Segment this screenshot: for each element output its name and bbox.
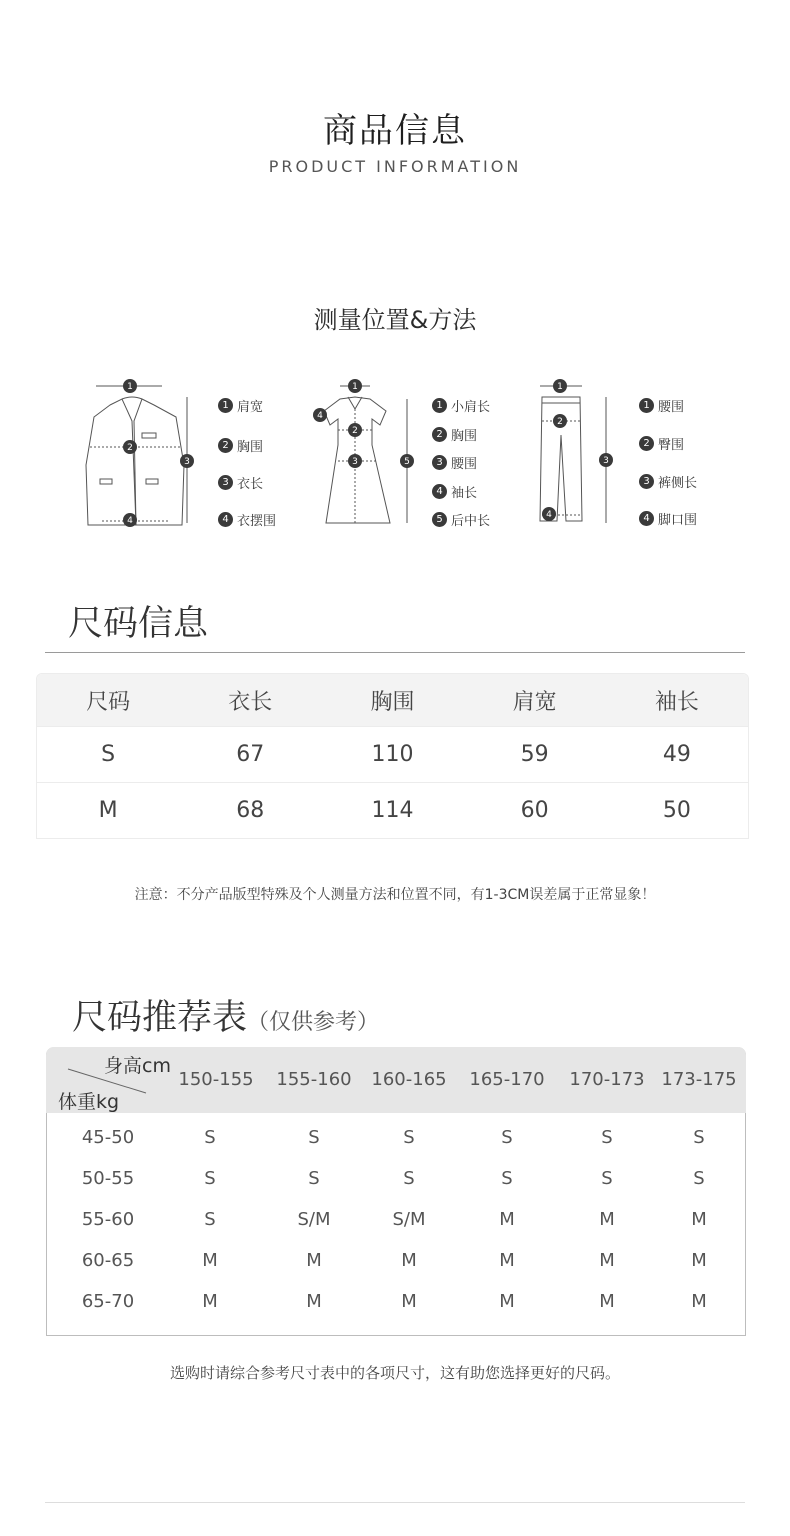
- weight-range-cell: 55-60: [81, 1209, 135, 1230]
- pants-diagram: [530, 375, 625, 535]
- svg-text:4: 4: [127, 516, 133, 526]
- dress-illustration: [310, 375, 420, 535]
- table-cell: 59: [464, 727, 606, 783]
- size-cell: S: [204, 1209, 216, 1230]
- number-badge: 2: [639, 436, 654, 451]
- number-badge: 1: [639, 398, 654, 413]
- height-range-header: 150-155: [178, 1069, 254, 1090]
- size-cell: S: [501, 1168, 513, 1189]
- weight-label: 体重kg: [58, 1091, 120, 1113]
- number-badge: 5: [432, 512, 447, 527]
- size-table: [36, 673, 749, 839]
- number-badge: 2: [432, 427, 447, 442]
- height-range-header: 155-160: [276, 1069, 352, 1090]
- bottom-divider: [45, 1502, 745, 1503]
- legend-label: 腰围: [658, 400, 685, 415]
- number-badge: 4: [639, 511, 654, 526]
- recommend-table: [46, 1047, 746, 1336]
- legend-label: 腰围: [451, 457, 478, 472]
- table-cell: S: [37, 727, 179, 783]
- legend-label: 胸围: [237, 440, 264, 455]
- weight-range-cell: 60-65: [81, 1250, 135, 1271]
- svg-text:1: 1: [352, 382, 358, 392]
- pants-illustration: [530, 375, 625, 535]
- column-header: 胸围: [321, 674, 463, 727]
- number-badge: 2: [218, 438, 233, 453]
- table-cell: 60: [464, 783, 606, 839]
- size-cell: M: [202, 1250, 218, 1271]
- size-cell: S: [693, 1127, 705, 1148]
- number-badge: 4: [218, 512, 233, 527]
- size-cell: M: [306, 1250, 322, 1271]
- size-cell: M: [401, 1291, 417, 1312]
- size-cell: S: [403, 1168, 415, 1189]
- number-badge: 3: [218, 475, 233, 490]
- legend-label: 臀围: [658, 438, 685, 453]
- legend-item: [432, 425, 477, 444]
- size-cell: M: [499, 1209, 515, 1230]
- legend-item: [639, 396, 684, 415]
- legend-item: [218, 510, 276, 529]
- size-cell: S: [693, 1168, 705, 1189]
- size-cell: S: [204, 1168, 216, 1189]
- svg-text:1: 1: [557, 382, 563, 392]
- table-header-row: [37, 674, 748, 727]
- size-cell: S: [308, 1168, 320, 1189]
- legend-label: 衣摆围: [237, 514, 277, 529]
- height-range-header: 170-173: [569, 1069, 645, 1090]
- recommend-title-main: 尺码推荐表: [72, 998, 248, 1038]
- legend-item: [218, 436, 263, 455]
- page-subtitle: PRODUCT INFORMATION: [268, 157, 522, 176]
- dress-diagram: [310, 375, 420, 535]
- size-cell: S: [308, 1127, 320, 1148]
- size-cell: M: [599, 1250, 615, 1271]
- table-cell: 67: [179, 727, 321, 783]
- legend-label: 裤侧长: [658, 476, 698, 491]
- size-cell: S: [204, 1127, 216, 1148]
- legend-item: [639, 434, 684, 453]
- svg-text:1: 1: [127, 382, 133, 392]
- section-divider: [45, 652, 745, 653]
- legend-label: 脚口围: [658, 513, 698, 528]
- jacket-diagram: [80, 375, 200, 535]
- jacket-illustration: [80, 375, 200, 535]
- size-cell: M: [401, 1250, 417, 1271]
- size-cell: M: [599, 1291, 615, 1312]
- height-label: 身高cm: [104, 1055, 171, 1077]
- svg-text:4: 4: [546, 510, 552, 520]
- column-header: 尺码: [37, 674, 179, 727]
- legend-item: [218, 396, 263, 415]
- svg-text:2: 2: [127, 443, 133, 453]
- table-cell: 110: [321, 727, 463, 783]
- weight-range-cell: 45-50: [81, 1127, 135, 1148]
- table-cell: M: [37, 783, 179, 839]
- svg-text:3: 3: [603, 456, 609, 466]
- legend-item: [639, 472, 697, 491]
- legend-item: [432, 510, 490, 529]
- legend-label: 衣长: [237, 477, 264, 492]
- table-cell: 114: [321, 783, 463, 839]
- size-cell: M: [691, 1209, 707, 1230]
- size-cell: S/M: [297, 1209, 331, 1230]
- table-cell: 50: [606, 783, 748, 839]
- number-badge: 1: [218, 398, 233, 413]
- weight-range-cell: 50-55: [81, 1168, 135, 1189]
- svg-text:2: 2: [557, 417, 563, 427]
- table-row: [37, 727, 748, 783]
- size-cell: S: [601, 1168, 613, 1189]
- size-cell: S: [501, 1127, 513, 1148]
- size-cell: M: [691, 1291, 707, 1312]
- weight-range-cell: 65-70: [81, 1291, 135, 1312]
- recommend-title-sub: （仅供参考）: [247, 1010, 380, 1035]
- svg-text:3: 3: [184, 457, 190, 467]
- number-badge: 4: [432, 484, 447, 499]
- svg-text:5: 5: [404, 457, 410, 467]
- legend-item: [432, 482, 477, 501]
- legend-label: 肩宽: [237, 400, 264, 415]
- column-header: 袖长: [606, 674, 748, 727]
- column-header: 肩宽: [464, 674, 606, 727]
- size-cell: M: [499, 1291, 515, 1312]
- svg-text:2: 2: [352, 426, 358, 436]
- recommend-note: 选购时请综合参考尺寸表中的各项尺寸，这有助您选择更好的尺码。: [169, 1364, 620, 1382]
- size-cell: M: [499, 1250, 515, 1271]
- number-badge: 1: [432, 398, 447, 413]
- table-row: [37, 783, 748, 839]
- table-cell: 49: [606, 727, 748, 783]
- size-cell: M: [691, 1250, 707, 1271]
- size-cell: M: [202, 1291, 218, 1312]
- svg-text:4: 4: [317, 411, 323, 421]
- height-range-header: 173-175: [661, 1069, 737, 1090]
- height-range-header: 160-165: [371, 1069, 447, 1090]
- recommend-header-row: [46, 1047, 746, 1113]
- size-info-title: 尺码信息: [68, 604, 209, 644]
- legend-item: [639, 509, 697, 528]
- size-cell: M: [599, 1209, 615, 1230]
- legend-label: 小肩长: [451, 400, 491, 415]
- column-header: 衣长: [179, 674, 321, 727]
- size-cell: S: [601, 1127, 613, 1148]
- number-badge: 3: [639, 474, 654, 489]
- size-note: 注意：不分产品版型特殊及个人测量方法和位置不同，有1-3CM误差属于正常显象！: [134, 887, 656, 903]
- legend-item: [432, 453, 477, 472]
- measure-section-title: 测量位置&方法: [313, 306, 477, 334]
- number-badge: 3: [432, 455, 447, 470]
- svg-text:3: 3: [352, 457, 358, 467]
- legend-label: 后中长: [451, 514, 491, 529]
- legend-label: 袖长: [451, 486, 478, 501]
- legend-label: 胸围: [451, 429, 478, 444]
- legend-item: [218, 473, 263, 492]
- recommend-title: [72, 990, 379, 1040]
- legend-item: [432, 396, 490, 415]
- height-range-header: 165-170: [469, 1069, 545, 1090]
- size-cell: M: [306, 1291, 322, 1312]
- size-cell: S/M: [392, 1209, 426, 1230]
- table-cell: 68: [179, 783, 321, 839]
- page-title: 商品信息: [323, 111, 467, 151]
- size-cell: S: [403, 1127, 415, 1148]
